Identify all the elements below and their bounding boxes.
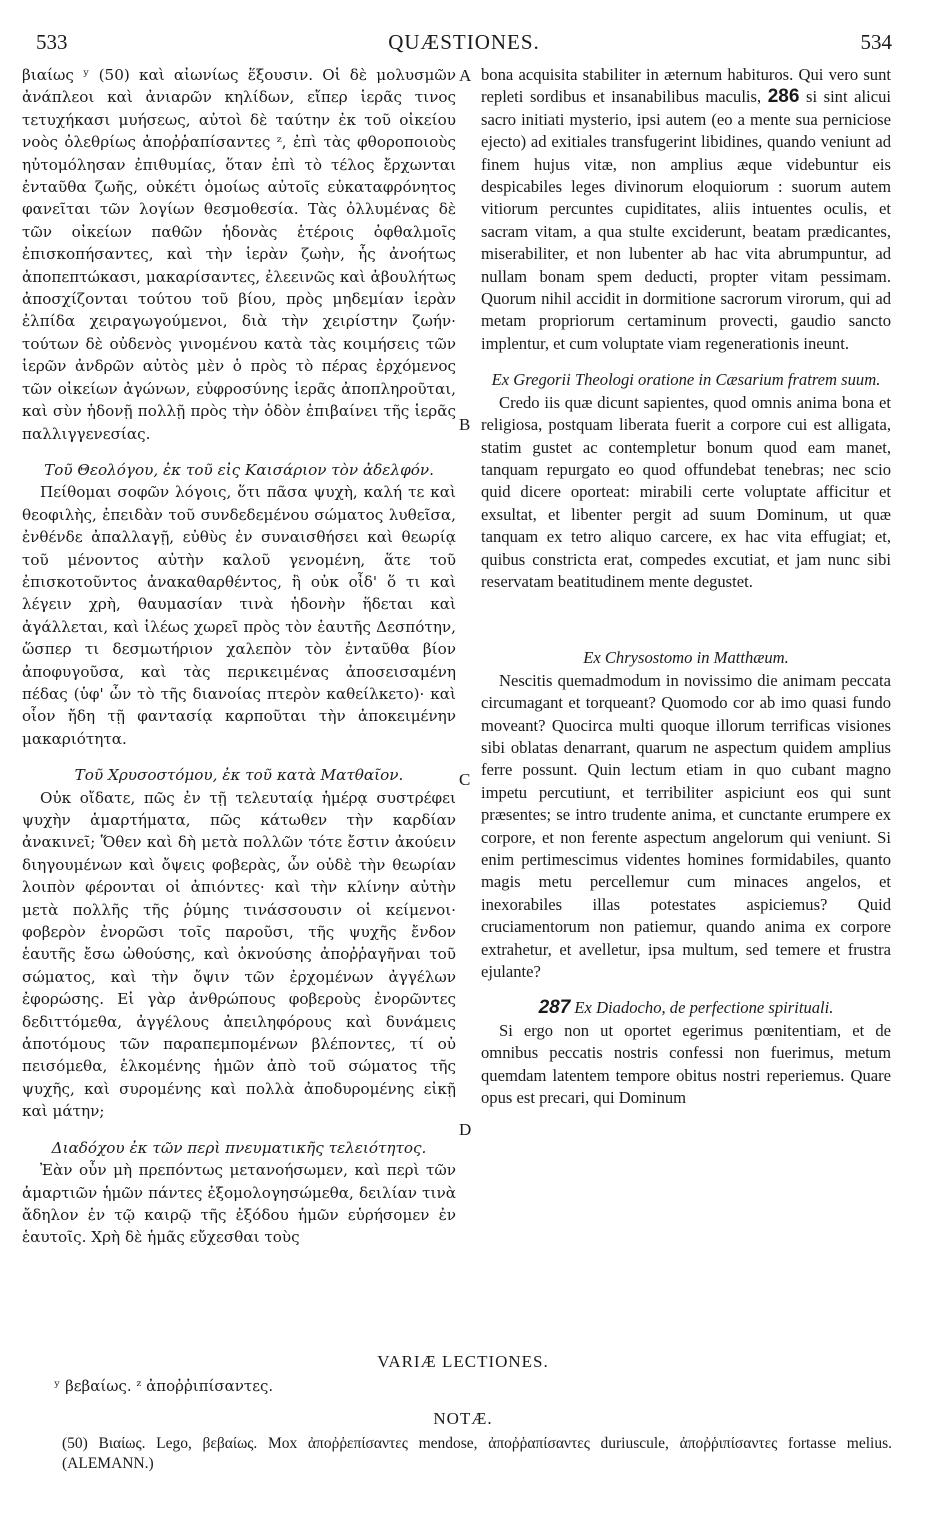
latin-paragraph-1 [481, 64, 891, 355]
latin-heading-gregory: Ex Gregorii Theologi oratione in Cæsarium fratrem suum. [491, 370, 881, 390]
latin-column [481, 64, 891, 1109]
latin-heading-diadochus [481, 997, 891, 1019]
page-number-left: 533 [36, 30, 68, 54]
greek-heading-gregory: Τοῦ Θεολόγου, ἐκ τοῦ εἰς Καισάριον τὸν ἀδελφόν. [44, 460, 434, 479]
greek-heading-diadochus: Διαδόχου ἐκ τῶν περὶ πνευματικῆς τελειότητος. [51, 1138, 427, 1157]
greek-column [22, 64, 456, 1249]
page-number-right: 534 [860, 30, 892, 54]
greek-heading-chrysostom: Τοῦ Χρυσοστόμου, ἐκ τοῦ κατὰ Ματθαῖον. [74, 766, 404, 785]
greek-paragraph-1: βιαίως ʸ (50) καὶ αἰωνίως ἕξουσιν. Οἱ δὲ μολυσμῶν ἀνάπλεοι καὶ ἀνιαρῶν κηλίδων, εἴπερ ἱερᾶς τινος τετυχήκασι μυήσεως, αὐτοὶ δὲ ταύτην ἐκ τοῦ οἰκείου νοὸς ὀλεθρίως ἀποῤῥαπίσαντες ᶻ, ἐπὶ τὰς φθοροποιοὺς ηὐτομόλησαν ἐπιθυμίας, ὅταν ἐπὶ τὸ τέλος ἔρχωνται ἐνταῦθα ζωῆς, οὐκέτι ὁμοίως αὐτοῖς εὐκαταφρόνητος φανεῖται τῶν λογίων θεσμοθεσία. Τὰς ὀλλυμένας δὲ τῶν οἰκείων παθῶν ἡδονὰς ἑτέροις ὀφθαλμοῖς ἐπισκοπήσαντες, καὶ τὴν ἱερὰν ζωὴν, ἧς ἀνοήτως ἀποπεπτώκασι, μακαρίσαντες, ἐλεεινῶς καὶ ἀβουλήτως ἀποσχίζονται τούτου τοῦ βίου, πρὸς μηδεμίαν ἱερὰν ἐλπίδα χειραγωγούμενοι, διὰ τὴν χειρίστην ζωήν· τούτων δὲ οὐδενὸς γινομένου κατὰ τὰς κοιμήσεις τῶν ἱερῶν ἀνδρῶν αὐτὸς μὲν ὁ πρὸς τὸ πέρας ἐρχόμενος τῶν οἰκείων ἀγώνων, εὐφροσύνης ἱερᾶς ἀποπληροῦται, καὶ σὺν ἡδονῇ πολλῇ πρὸς τὴν ὁδὸν ἐπιβαίνει τῆς ἱερᾶς παλλιγγενεσίας. [22, 66, 456, 443]
column-number-287: 287 [538, 997, 571, 1019]
greek-paragraph-2: Πείθομαι σοφῶν λόγοις, ὅτι πᾶσα ψυχὴ, καλή τε καὶ θεοφιλὴς, ἐπειδὰν τοῦ συνδεδεμένου σώματος λυθεῖσα, ἐνθένδε ἀπαλλαγῇ, εὐθὺς ἐν συναισθήσει καὶ θεωρίᾳ τοῦ μένοντος αὐτὴν καλοῦ γενομένη, ἅτε τοῦ ἐπισκοτοῦντος ἀνακαθαρθέντος, ἢ οὐκ οἶδ' ὅ τι καὶ λέγειν χρὴ, θαυμασίαν τινὰ ἡδονὴν ἥδεται καὶ ἀγάλλεται, καὶ ἱλέως χωρεῖ πρὸς τὸν ἑαυτῆς Δεσπότην, ὥσπερ τι δεσμωτήριον χαλεπὸν τὸν ἐνταῦθα βίον ἀποφυγοῦσα, καὶ τὰς περικειμένας ἀποσεισαμένη πέδας (ὑφ' ὧν τὸ τῆς διανοίας πτερὸν καθείλκετο)· καὶ οἷον ἤδη τῇ φαντασίᾳ καρποῦται τὴν ἀποκειμένην μακαριότητα. [22, 483, 456, 748]
latin-heading-diadochus-text: Ex Diadocho, de perfectione spirituali. [574, 998, 834, 1018]
latin-paragraph-1-start: bona acquisita stabiliter in æternum habituros. Qui vero sunt repleti sordibus et insanabilibus maculis, [481, 65, 891, 107]
running-title: QUÆSTIONES. [388, 30, 540, 54]
greek-paragraph-3: Οὐκ οἴδατε, πῶς ἐν τῇ τελευταίᾳ ἡμέρᾳ συστρέφει ψυχὴν ἁμαρτήματα, πῶς κάτωθεν τὴν καρδίαν ἀνακινεῖ; Ὅθεν καὶ δὴ μετὰ πολλῶν τότε ἔστιν ἀκούειν διηγουμένων καὶ ὄψεις φοβερὰς, ὧν οὐδὲ τὴν θεωρίαν λοιπὸν φέρονται οἱ ἀπιόντες· καὶ τὴν κλίνην αὐτὴν μετὰ πολλῆς τῆς ῥύμης τινάσσουσιν οἱ κείμενοι· φοβερὸν ἐνορῶσι τοῖς παροῦσι, τῆς ψυχῆς ἔνδον ἑαυτῆς ἔσω ὠθούσης, καὶ ὀκνούσης ἀποῤῥαγῆναι τοῦ σώματος, καὶ τὴν ὄψιν τῶν ἐρχομένων ἀγγέλων ἐφορώσης. Εἰ γὰρ ἀνθρώπους φοβεροὺς ἐνορῶντες δεδιττόμεθα, ἀγγέλους ἀπειληφόρους καὶ δυνάμεις ἀποτόμους τῶν παραπεμπομένων βλέποντες, τί οὐ πεισόμεθα, ἑλκομένης ἡμῶν ἀπὸ τοῦ σώματος τῆς ψυχῆς, καὶ συρομένης καὶ πολλὰ ἀποδυρομένης εἰκῇ καὶ μάτην; [22, 788, 456, 1121]
latin-paragraph-4: Si ergo non ut oportet egerimus pœnitentiam, et de omnibus peccatis nostris confessi non fuerimus, metum quemdam latentem tempore obitus nostri reperiemus. Quare opus est precari, qui Dominum [481, 1020, 891, 1108]
margin-letter-b: B [459, 415, 471, 434]
latin-heading-chrysostom: Ex Chrysostomo in Matthæum. [583, 648, 789, 668]
variae-lectiones-text: ʸ βεβαίως. ᶻ ἀποῤῥιπίσαντες. [54, 1377, 274, 1395]
page-header [36, 30, 892, 58]
column-number-286: 286 [767, 86, 800, 108]
margin-letter-d: D [459, 1120, 472, 1139]
margin-letter-a: A [459, 66, 472, 85]
margin-letter-c: C [459, 770, 471, 789]
notae-title: NOTÆ. [433, 1409, 493, 1428]
variae-lectiones-title: VARIÆ LECTIONES. [377, 1352, 549, 1371]
latin-paragraph-1-rest: si sint alicui sacro initiati mysterio, ipsi autem (eo a mente sua perniciose ejecto) ad exitiales transfugerint libidines, quando veniunt ad finem hujus vitæ, non amplius æque videbuntur eis despicabiles leges divinorum eloquiorum : suorum autem vitiorum percuntes cupiditates, aliis intuentes oculis, et sacram vitam, a qua stulte exciderunt, beatam prædicantes, miserabiliter, et non lubenter ab hac vita abrumpuntur, ad nullam bonam spem deducti, propter vitam pessimam. Quorum nihil accidit in dormitione sacrorum virorum, qui ad metam propriorum certaminum provecti, gaudio sancto implentur, et cum voluptate viam regenerationis ineunt. [481, 87, 891, 353]
notae-text: (50) Βιαίως. Lego, βεβαίως. Mox ἀποῤῥεπίσαντες mendose, ἀποῤῥαπίσαντες duriuscule, ἀποῤῥιπίσαντες fortasse melius. (ALEMANN.) [62, 1435, 892, 1472]
latin-paragraph-3: Nescitis quemadmodum in novissimo die animam peccata circumagant et torqueant? Quomodo cor ab imo quasi fundo moveant? Quocirca multi quoque illorum terrificas visiones sibi oblatas denarrant, quarum ne aspectum quidem amplius ferre possunt. Quin lectum etiam in quo cubant magno impetu percutiunt, et terribiliter aspiciunt eos qui sunt præsentes; se intro trudente anima, et cunctante erumpere ex corpore, et non ferente aspectum angelorum qui veniunt. Si enim pertimescimus videntes homines formidabiles, quanto magis metu percellemur cum minaces angelos, et inexorabiles illas potestates aspiciemus? Quid cruciamentorum non patiemur, quando anima ex corpore extrahetur, et avelletur, ipsa multum, sed temere et frustra ejulante? [481, 670, 891, 982]
latin-paragraph-2: Credo iis quæ dicunt sapientes, quod omnis anima bona et religiosa, postquam liberata fuerit a corpore cui est alligata, statim gustet ac contempletur bonum quod eam manet, tanquam repurgato eo quod offundebat tenebras; nec scio quid dicere oporteat: mirabili certe voluptate afficitur et exsultat, et libenter pergit ad suum Dominum, ut quæ tanquam ex tetro aliquo carcere, ex hac vita effugiat; et, quibus constricta erat, compedes excutiat, et jam nunc sibi reservatam beatitudinem mente degustet. [481, 392, 891, 591]
greek-paragraph-4: Ἐὰν οὖν μὴ πρεπόντως μετανοήσωμεν, καὶ περὶ τῶν ἁμαρτιῶν ἡμῶν πάντες ἐξομολογησώμεθα, δειλίαν τινὰ ἄδηλον ἐν τῷ καιρῷ τῆς ἐξόδου ἡμῶν εὑρήσομεν ἐν ἑαυτοῖς. Χρὴ δὲ ἡμᾶς εὔχεσθαι τοὺς [22, 1161, 456, 1247]
